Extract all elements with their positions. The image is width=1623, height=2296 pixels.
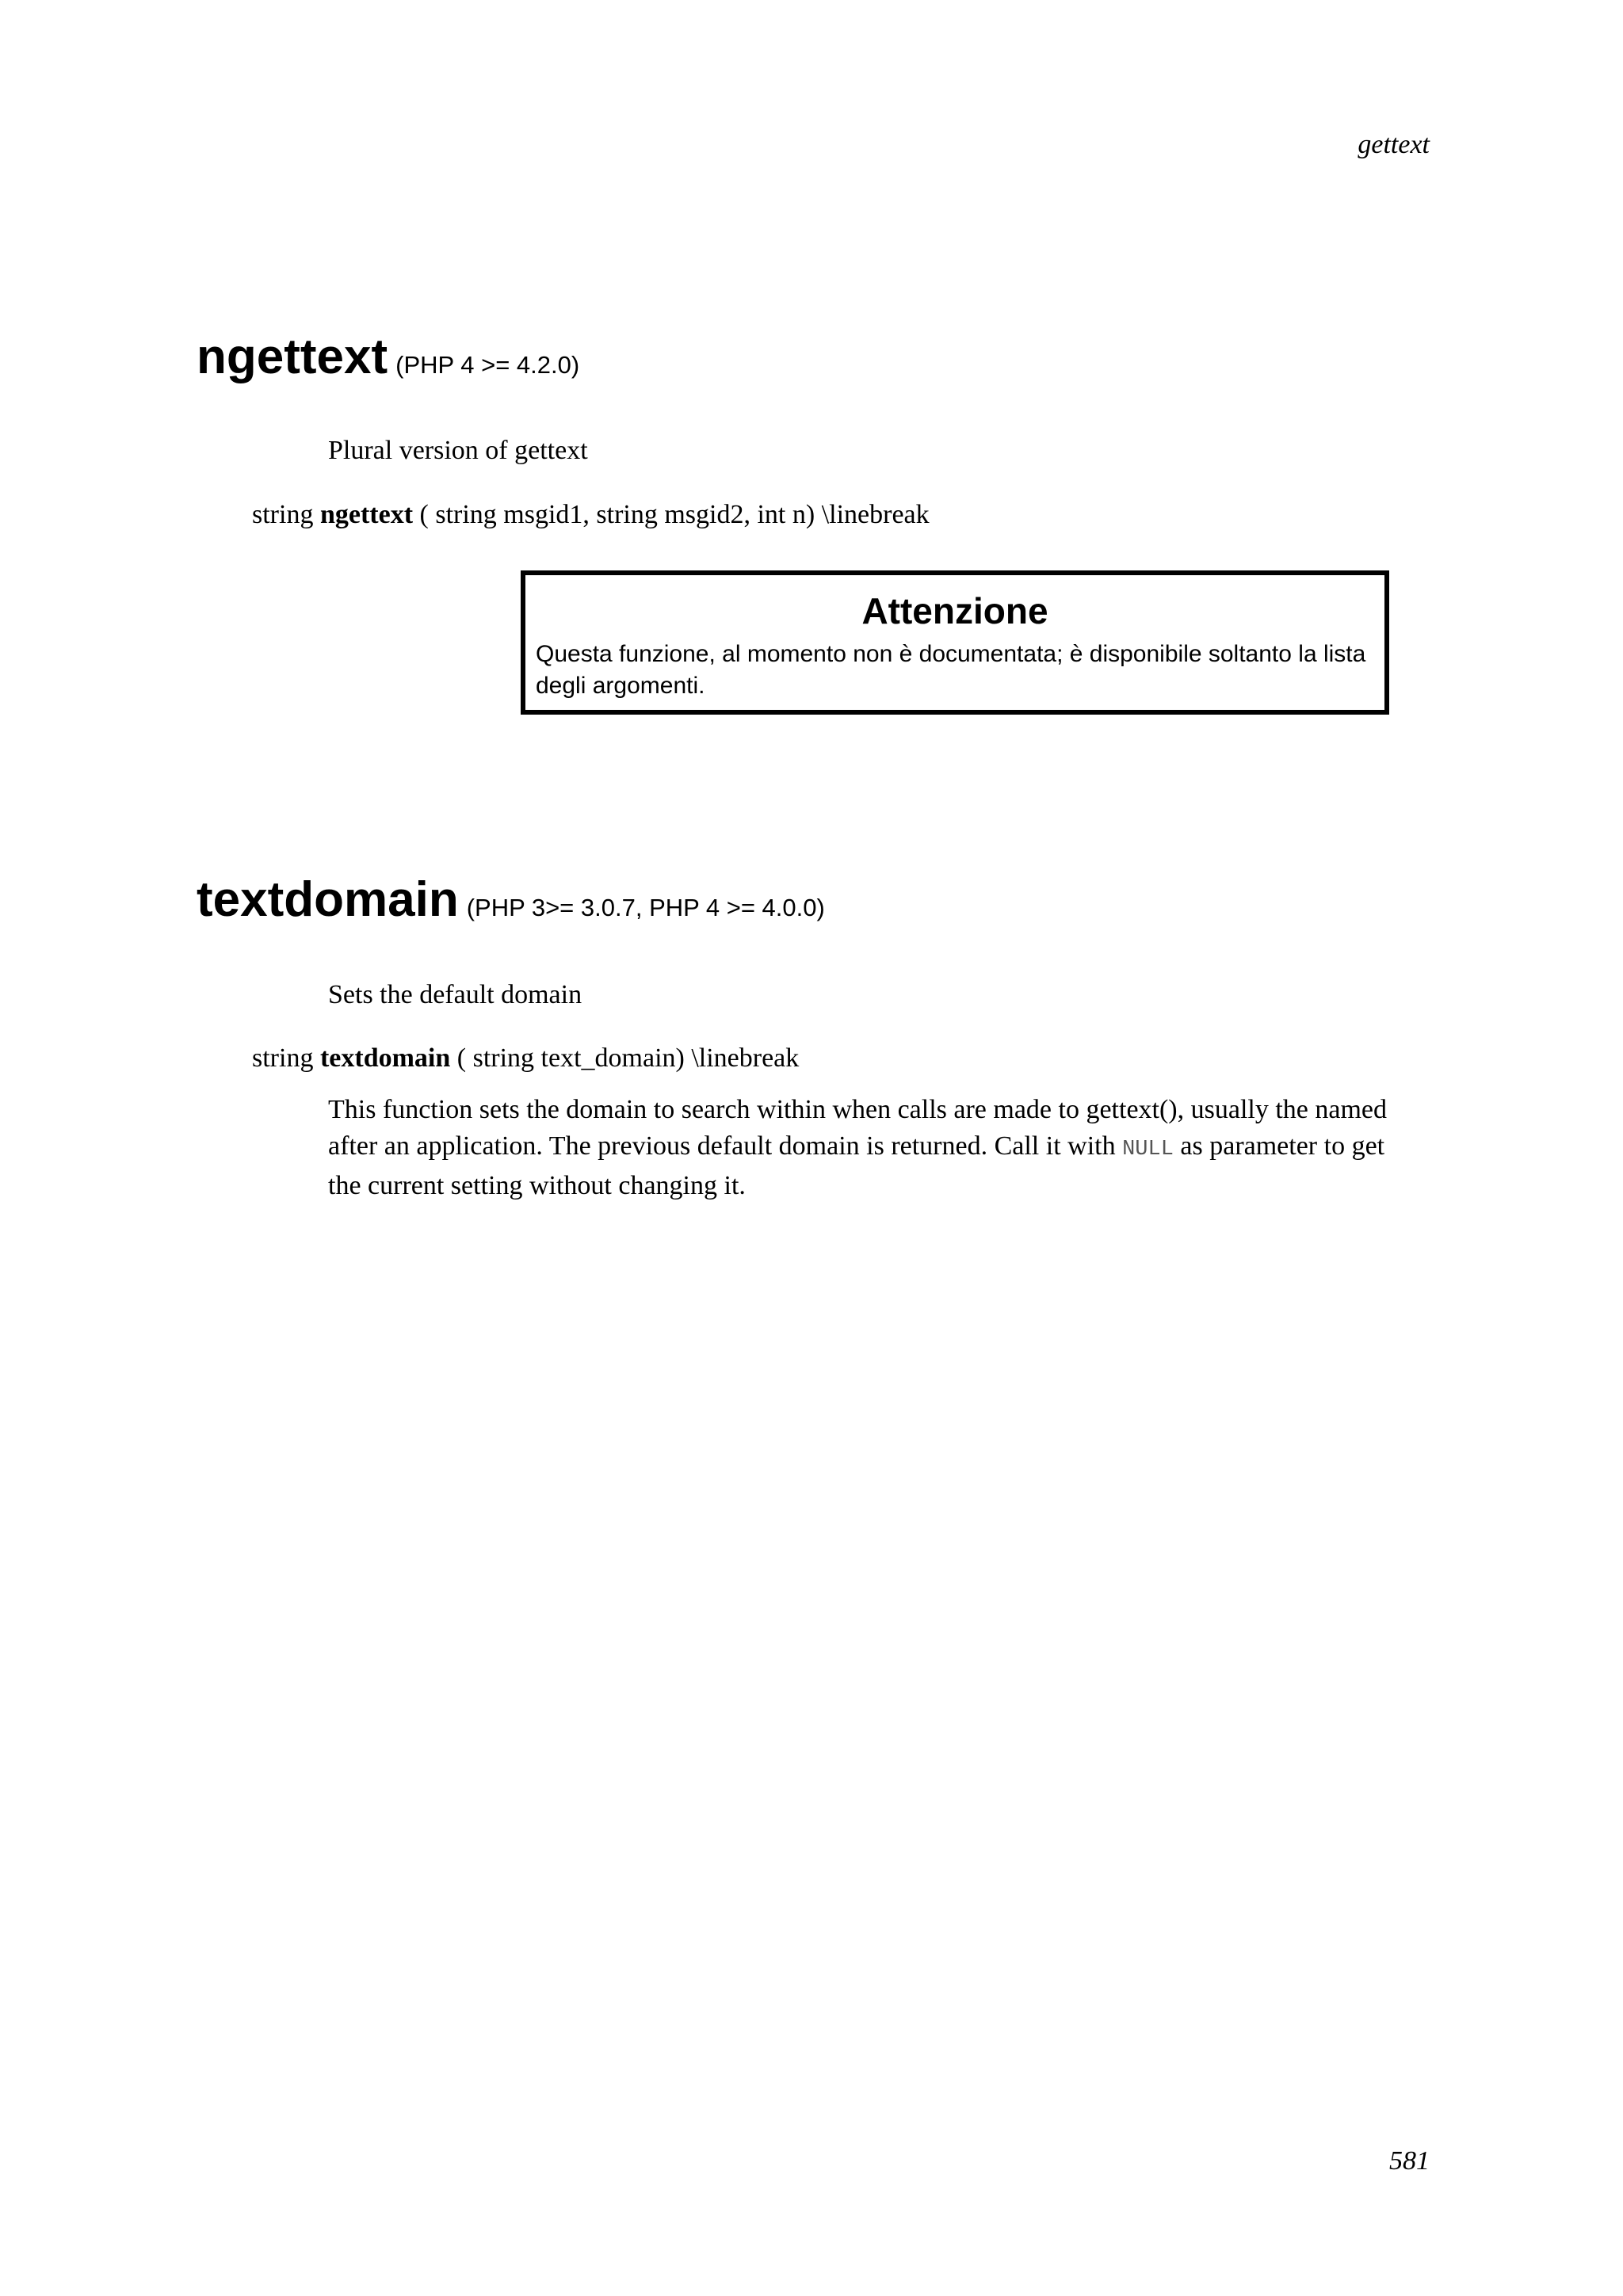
refentry-heading-ngettext xyxy=(197,329,579,394)
warning-box xyxy=(521,570,1389,715)
warning-title: Attenzione xyxy=(861,590,1048,631)
function-synopsis xyxy=(252,1043,799,1074)
parameter-list: ( string text_domain) \linebreak xyxy=(456,1043,800,1073)
function-name: textdomain xyxy=(197,872,459,927)
description-text: This function sets the domain to search within when calls are made to gettext(), usually the named after an application. The previous default domain is returned. Call it with xyxy=(328,1095,1388,1161)
parameter-list: ( string msgid1, string msgid2, int n) \linebreak xyxy=(419,500,930,529)
synopsis-function-name: ngettext xyxy=(319,500,414,529)
function-purpose: Plural version of gettext xyxy=(328,436,588,465)
function-synopsis xyxy=(252,499,930,531)
function-name: ngettext xyxy=(197,330,388,384)
description-text-continued: as parameter to get the current setting without changing it. xyxy=(328,1131,1385,1200)
synopsis-function-name: textdomain xyxy=(319,1043,451,1073)
refentry-heading-textdomain xyxy=(197,871,825,936)
return-type: string xyxy=(252,500,314,529)
page-number: 581 xyxy=(1389,2146,1430,2176)
null-literal: NULL xyxy=(1122,1138,1174,1161)
function-description xyxy=(328,1092,1422,1204)
function-purpose: Sets the default domain xyxy=(328,980,582,1009)
warning-text: Questa funzione, al momento non è documentata; è disponibile soltanto la lista degli argomenti. xyxy=(536,641,1366,699)
running-header: gettext xyxy=(1358,130,1430,159)
version-info: (PHP 4 >= 4.2.0) xyxy=(395,351,580,379)
return-type: string xyxy=(252,1043,314,1073)
version-info: (PHP 3>= 3.0.7, PHP 4 >= 4.0.0) xyxy=(466,894,825,921)
